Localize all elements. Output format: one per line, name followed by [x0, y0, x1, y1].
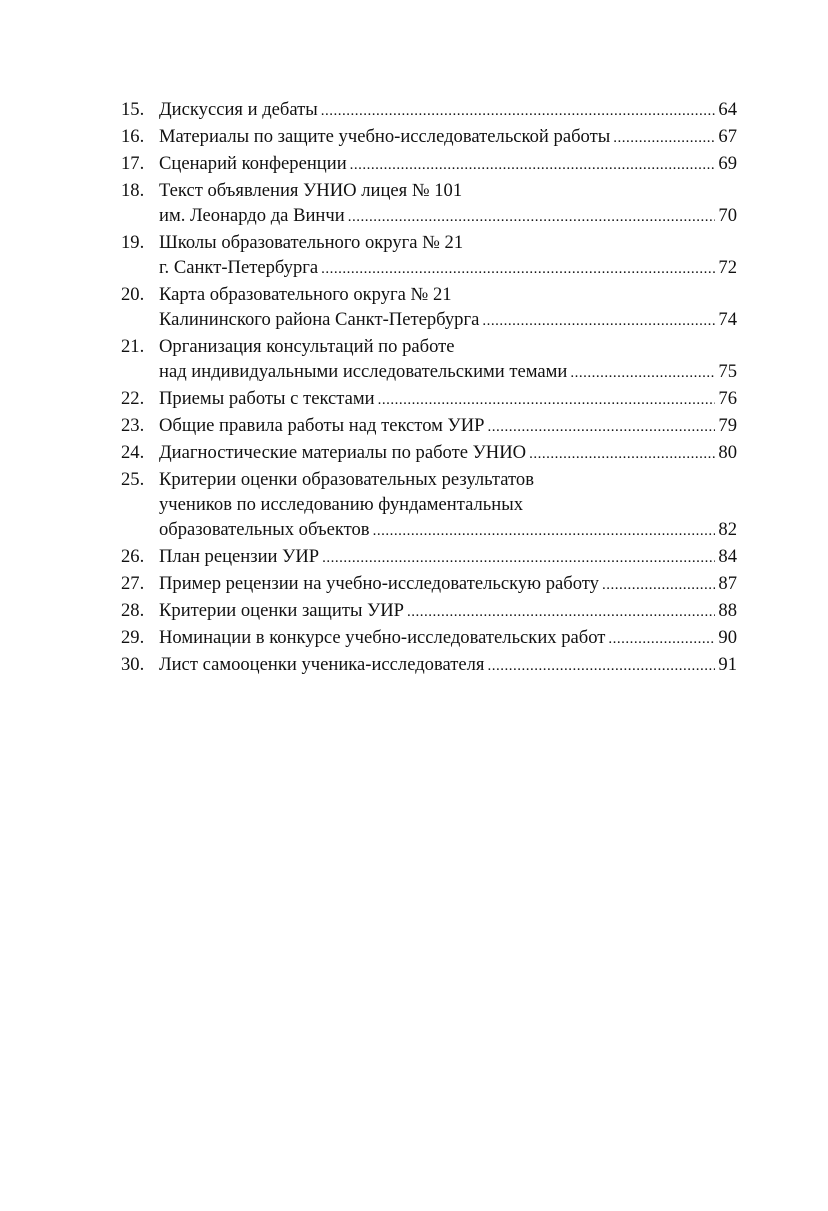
toc-entry-title-line: учеников по исследованию фундаментальных	[159, 494, 524, 515]
toc-entry	[121, 625, 737, 652]
toc-entry-number: 24.	[121, 442, 145, 463]
toc-entry	[121, 386, 737, 413]
toc-entry-title-line: Текст объявления УНИО лицея № 101	[159, 180, 463, 201]
toc-entry-page-number: 70	[718, 205, 737, 226]
dot-leader	[348, 205, 716, 230]
toc-entry-title-line: Лист самооценки ученика-исследователя	[159, 654, 485, 675]
toc-entry-body	[159, 124, 737, 151]
toc-entry-page-number: 91	[718, 654, 737, 675]
toc-entry-title-line: над индивидуальными исследовательскими темами	[159, 361, 568, 382]
toc-entry-final-line	[159, 652, 737, 679]
toc-entry-number: 23.	[121, 415, 145, 436]
toc-entry-number: 15.	[121, 99, 145, 120]
toc-entry-body	[159, 230, 737, 282]
toc-entry	[121, 598, 737, 625]
toc-entry-number: 16.	[121, 126, 145, 147]
toc-entry-page-number: 87	[718, 573, 737, 594]
toc-entry-title-line: Сценарий конференции	[159, 153, 347, 174]
toc-entry-final-line	[159, 598, 737, 625]
toc-entry-page-number: 76	[718, 388, 737, 409]
dot-leader	[350, 153, 716, 178]
dot-leader	[529, 442, 715, 467]
toc-entry-number: 25.	[121, 469, 145, 490]
toc-entry-number: 29.	[121, 627, 145, 648]
toc-entry-page-number: 90	[718, 627, 737, 648]
toc-entry	[121, 334, 737, 386]
toc-entry-number: 22.	[121, 388, 145, 409]
toc-entry-title-line: образовательных объектов	[159, 519, 370, 540]
toc-entry-title-line: Общие правила работы над текстом УИР	[159, 415, 485, 436]
toc-entry-page-number: 74	[718, 309, 737, 330]
toc-entry-final-line	[159, 255, 737, 282]
toc-entry-title-line: Карта образовательного округа № 21	[159, 284, 452, 305]
toc-entry	[121, 413, 737, 440]
toc-entry-body	[159, 386, 737, 413]
toc-entry-body	[159, 334, 737, 386]
toc-entry-title-line: Калининского района Санкт-Петербурга	[159, 309, 480, 330]
toc-entry-page-number: 82	[718, 519, 737, 540]
toc-entry-page-number: 79	[718, 415, 737, 436]
toc-entry-final-line	[159, 124, 737, 151]
toc-entry-title-line: Школы образовательного округа № 21	[159, 232, 464, 253]
toc-entry-body	[159, 413, 737, 440]
toc-entry-final-line	[159, 203, 737, 230]
toc-entry-title-line: Пример рецензии на учебно-исследовательскую работу	[159, 573, 599, 594]
toc-entry	[121, 178, 737, 230]
toc-entry-number: 20.	[121, 284, 145, 305]
dot-leader	[482, 309, 715, 334]
toc-entry-final-line	[159, 413, 737, 440]
toc-entry-title-line: Номинации в конкурсе учебно-исследовательских работ	[159, 627, 606, 648]
table-of-contents	[121, 97, 737, 679]
toc-entry-final-line	[159, 544, 737, 571]
toc-entry-page-number: 88	[718, 600, 737, 621]
dot-leader	[373, 519, 716, 544]
toc-entry	[121, 230, 737, 282]
toc-entry-title-line: Критерии оценки образовательных результатов	[159, 469, 534, 490]
toc-entry-title-line: г. Санкт-Петербурга	[159, 257, 319, 278]
dot-leader	[322, 546, 715, 571]
toc-entry-title-line: им. Леонардо да Винчи	[159, 205, 345, 226]
toc-entry-body	[159, 652, 737, 679]
dot-leader	[602, 573, 715, 598]
toc-entry-final-line	[159, 386, 737, 413]
toc-entry-body	[159, 97, 737, 124]
toc-entry	[121, 544, 737, 571]
toc-entry-body	[159, 178, 737, 230]
toc-entry-title-line: Диагностические материалы по работе УНИО	[159, 442, 527, 463]
toc-entry-page-number: 80	[718, 442, 737, 463]
dot-leader	[570, 361, 715, 386]
dot-leader	[487, 415, 715, 440]
toc-entry	[121, 151, 737, 178]
toc-entry-number: 30.	[121, 654, 145, 675]
dot-leader	[487, 654, 715, 679]
toc-entry-final-line	[159, 97, 737, 124]
toc-entry-body	[159, 467, 737, 544]
toc-entry-body	[159, 282, 737, 334]
toc-entry-page-number: 69	[718, 153, 737, 174]
toc-entry-final-line	[159, 440, 737, 467]
toc-entry-body	[159, 440, 737, 467]
toc-entry-body	[159, 598, 737, 625]
toc-entry-page-number: 75	[718, 361, 737, 382]
toc-entry-body	[159, 151, 737, 178]
toc-entry-final-line	[159, 625, 737, 652]
toc-entry-number: 18.	[121, 180, 145, 201]
toc-entry-final-line	[159, 307, 737, 334]
dot-leader	[613, 126, 715, 151]
toc-entry-title-line: План рецензии УИР	[159, 546, 320, 567]
toc-entry-number: 21.	[121, 336, 145, 357]
dot-leader	[378, 388, 716, 413]
toc-entry-body	[159, 544, 737, 571]
toc-entry-title-line: Организация консультаций по работе	[159, 336, 455, 357]
toc-entry-number: 17.	[121, 153, 145, 174]
toc-entry-title-line: Материалы по защите учебно-исследовательской работы	[159, 126, 611, 147]
toc-entry-final-line	[159, 151, 737, 178]
dot-leader	[407, 600, 715, 625]
toc-entry-title-line: Дискуссия и дебаты	[159, 99, 318, 120]
dot-leader	[321, 99, 716, 124]
toc-entry-number: 28.	[121, 600, 145, 621]
toc-entry-title-line: Критерии оценки защиты УИР	[159, 600, 405, 621]
toc-entry	[121, 467, 737, 544]
toc-entry-number: 19.	[121, 232, 145, 253]
toc-entry-final-line	[159, 571, 737, 598]
toc-entry-number: 27.	[121, 573, 145, 594]
toc-entry	[121, 652, 737, 679]
toc-entry-body	[159, 571, 737, 598]
toc-entry-title-line: Приемы работы с текстами	[159, 388, 375, 409]
toc-entry	[121, 440, 737, 467]
toc-entry-page-number: 64	[718, 99, 737, 120]
toc-entry-final-line	[159, 359, 737, 386]
toc-entry	[121, 282, 737, 334]
dot-leader	[321, 257, 715, 282]
toc-entry-body	[159, 625, 737, 652]
dot-leader	[608, 627, 715, 652]
toc-entry	[121, 97, 737, 124]
toc-entry-number: 26.	[121, 546, 145, 567]
toc-entry	[121, 124, 737, 151]
toc-entry-page-number: 72	[718, 257, 737, 278]
toc-entry-page-number: 84	[718, 546, 737, 567]
toc-entry-final-line	[159, 517, 737, 544]
toc-entry	[121, 571, 737, 598]
toc-entry-page-number: 67	[718, 126, 737, 147]
